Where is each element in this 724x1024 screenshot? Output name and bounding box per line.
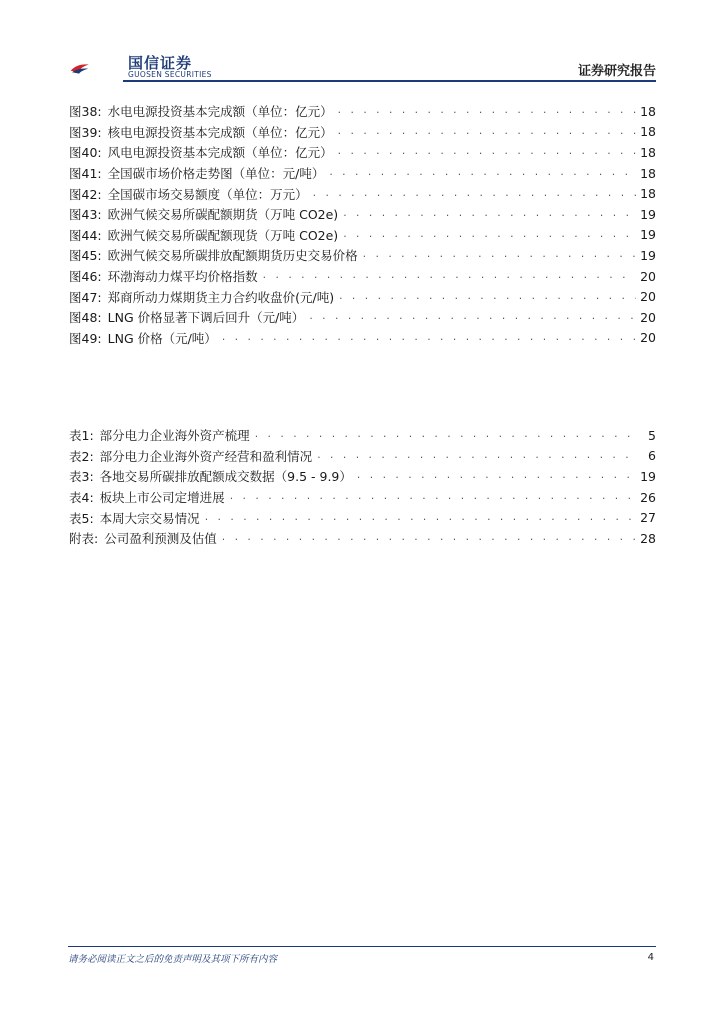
toc-entry-title: LNG 价格显著下调后回升（元/吨） xyxy=(107,310,305,326)
toc-entry-label: 附表: xyxy=(69,531,99,547)
toc-entry-label: 表3: xyxy=(69,469,94,485)
toc-leader-dots xyxy=(342,230,636,240)
toc-entry-page: 18 xyxy=(640,186,656,202)
toc-entry-label: 图49: xyxy=(69,330,102,346)
toc-entry-label: 图42: xyxy=(69,186,102,202)
toc-entry[interactable] xyxy=(69,507,656,528)
toc-leader-dots xyxy=(262,271,636,281)
page-header xyxy=(0,0,724,90)
figure-list xyxy=(69,101,656,348)
toc-entry[interactable] xyxy=(69,183,656,204)
toc-leader-dots xyxy=(362,250,636,260)
toc-leader-dots xyxy=(342,209,636,219)
toc-leader-dots xyxy=(328,168,636,178)
toc-entry-page: 18 xyxy=(640,124,656,140)
toc-entry-label: 表5: xyxy=(69,510,94,526)
toc-leader-dots xyxy=(308,312,636,322)
toc-entry-page: 20 xyxy=(640,309,656,325)
footer-disclaimer: 请务必阅读正文之后的免责声明及其项下所有内容 xyxy=(68,954,278,965)
toc-leader-dots xyxy=(316,451,638,461)
toc-entry-title: 部分电力企业海外资产经营和盈利情况 xyxy=(99,448,313,464)
toc-entry-page: 27 xyxy=(640,510,656,526)
toc-entry-title: 欧洲气候交易所碳配额期货（万吨 CO2e) xyxy=(107,207,339,223)
toc-entry-label: 图38: xyxy=(69,104,102,120)
toc-entry-title: 全国碳市场价格走势图（单位：元/吨） xyxy=(107,166,325,182)
toc-entry-title: 本周大宗交易情况 xyxy=(99,510,200,526)
toc-leader-dots xyxy=(221,333,636,343)
toc-entry[interactable] xyxy=(69,122,656,143)
header-divider xyxy=(123,80,656,82)
toc-entry-page: 20 xyxy=(640,330,656,346)
toc-entry-label: 图44: xyxy=(69,227,102,243)
toc-entry-label: 图41: xyxy=(69,166,102,182)
toc-leader-dots xyxy=(254,430,638,440)
toc-entry[interactable] xyxy=(69,142,656,163)
toc-entry[interactable] xyxy=(69,101,656,122)
toc-leader-dots xyxy=(356,471,636,481)
toc-entry-title: 水电电源投资基本完成额（单位：亿元） xyxy=(107,104,333,120)
logo-text: 国信证券 xyxy=(128,54,193,72)
toc-entry-label: 表1: xyxy=(69,428,94,444)
toc-entry[interactable] xyxy=(69,225,656,246)
toc-entry-page: 20 xyxy=(640,268,656,284)
toc-entry-title: LNG 价格（元/吨） xyxy=(107,330,217,346)
report-type: 证券研究报告 xyxy=(577,64,656,79)
toc-entry-label: 图39: xyxy=(69,124,102,140)
toc-entry-page: 20 xyxy=(640,289,656,305)
toc-entry-label: 表4: xyxy=(69,490,94,506)
toc-entry-page: 6 xyxy=(648,448,656,464)
toc-entry-title: 风电电源投资基本完成额（单位：亿元） xyxy=(107,145,333,161)
toc-entry-page: 19 xyxy=(640,247,656,263)
toc-entry-title: 全国碳市场交易额度（单位：万元） xyxy=(107,186,308,202)
toc-entry-page: 19 xyxy=(640,468,656,484)
toc-entry[interactable] xyxy=(69,307,656,328)
toc-entry[interactable] xyxy=(69,328,656,349)
toc-entry[interactable] xyxy=(69,245,656,266)
toc-entry-page: 18 xyxy=(640,103,656,119)
toc-entry-title: 各地交易所碳排放配额成交数据（9.5 - 9.9） xyxy=(99,469,352,485)
footer-divider xyxy=(68,946,656,947)
logo-subtext: GUOSEN SECURITIES xyxy=(128,70,212,79)
toc-entry-label: 图45: xyxy=(69,248,102,264)
toc-entry[interactable] xyxy=(69,487,656,508)
toc-entry-title: 郑商所动力煤期货主力合约收盘价(元/吨) xyxy=(107,289,335,305)
toc-entry-page: 19 xyxy=(640,206,656,222)
toc-entry[interactable] xyxy=(69,266,656,287)
toc-leader-dots xyxy=(312,189,636,199)
toc-leader-dots xyxy=(221,533,636,543)
toc-entry-title: 板块上市公司定增进展 xyxy=(99,490,225,506)
toc-entry-page: 28 xyxy=(640,530,656,546)
toc-leader-dots xyxy=(337,106,636,116)
toc-entry-page: 18 xyxy=(640,165,656,181)
toc-entry[interactable] xyxy=(69,446,656,467)
toc-entry-label: 图40: xyxy=(69,145,102,161)
toc-entry-title: 公司盈利预测及估值 xyxy=(104,531,217,547)
toc-leader-dots xyxy=(338,292,636,302)
toc-entry-label: 图43: xyxy=(69,207,102,223)
toc-entry-label: 图47: xyxy=(69,289,102,305)
toc-entry[interactable] xyxy=(69,163,656,184)
toc-leader-dots xyxy=(337,127,636,137)
toc-entry-label: 图46: xyxy=(69,269,102,285)
toc-entry[interactable] xyxy=(69,204,656,225)
toc-entry[interactable] xyxy=(69,286,656,307)
toc-entry[interactable] xyxy=(69,466,656,487)
toc-entry-title: 部分电力企业海外资产梳理 xyxy=(99,428,250,444)
guosen-logo-icon xyxy=(70,50,126,86)
toc-leader-dots xyxy=(337,147,636,157)
toc-entry-title: 核电电源投资基本完成额（单位：亿元） xyxy=(107,124,333,140)
toc-entry-page: 19 xyxy=(640,227,656,243)
toc-leader-dots xyxy=(229,492,636,502)
toc-entry-title: 欧洲气候交易所碳排放配额期货历史交易价格 xyxy=(107,248,358,264)
toc-entry-label: 表2: xyxy=(69,448,94,464)
toc-entry[interactable] xyxy=(69,425,656,446)
toc-entry-title: 环渤海动力煤平均价格指数 xyxy=(107,269,258,285)
toc-entry-title: 欧洲气候交易所碳配额现货（万吨 CO2e) xyxy=(107,227,339,243)
page-number: 4 xyxy=(647,952,654,963)
table-list xyxy=(69,425,656,549)
toc-entry[interactable] xyxy=(69,528,656,549)
toc-entry-page: 18 xyxy=(640,144,656,160)
toc-entry-page: 5 xyxy=(648,427,656,443)
toc-leader-dots xyxy=(204,513,636,523)
toc-entry-page: 26 xyxy=(640,489,656,505)
toc-entry-label: 图48: xyxy=(69,310,102,326)
